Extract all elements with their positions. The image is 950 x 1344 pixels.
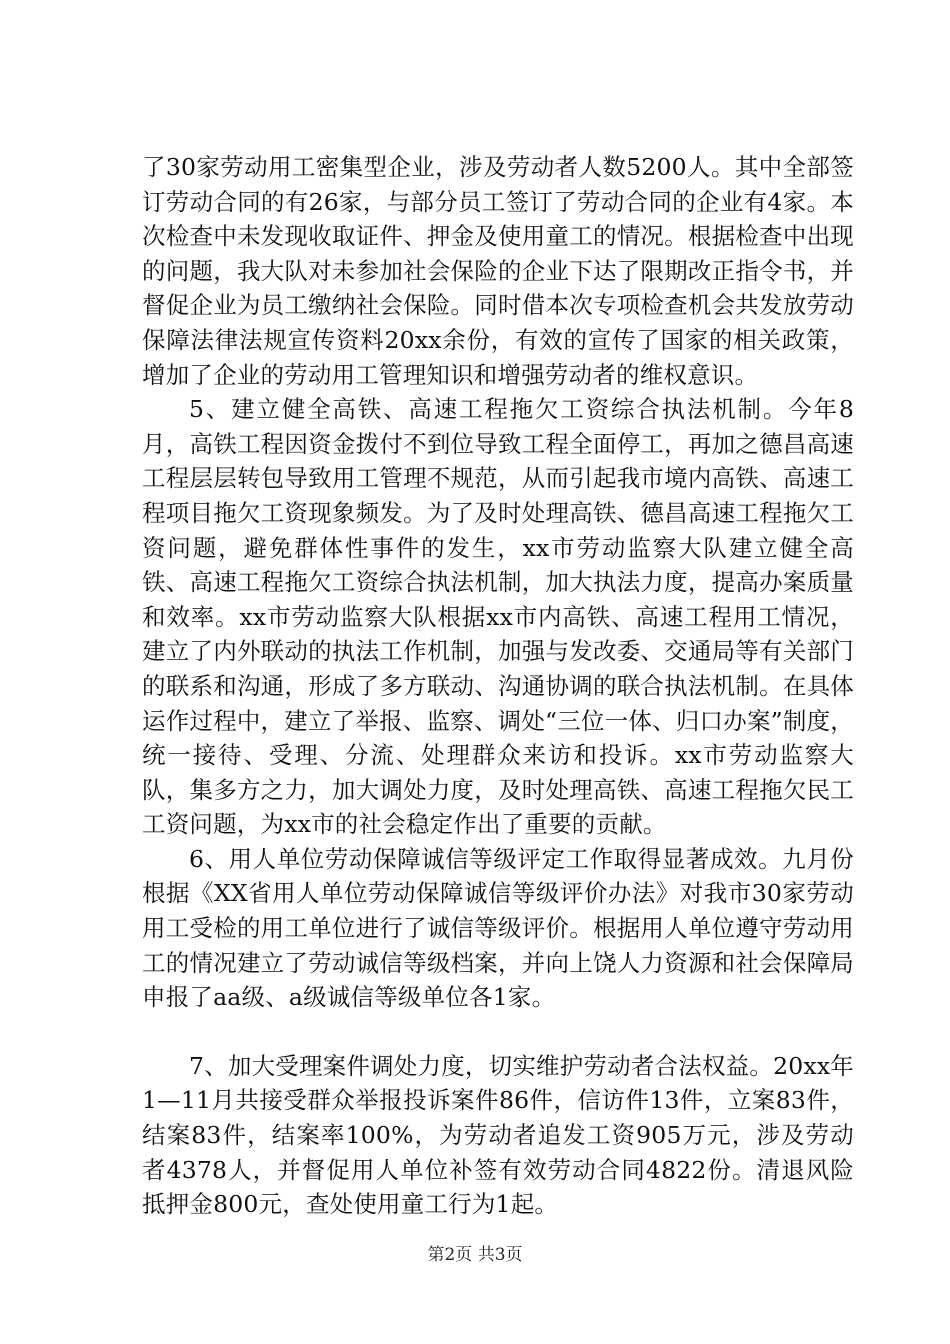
paragraph-item-5: 5、建立健全高铁、高速工程拖欠工资综合执法机制。今年8月，高铁工程因资金拨付不到位导致工程全面停工，再加之德昌高速工程层层转包导致用工管理不规范，从而引起我市境内高铁、高速工程项目拖欠工资现象频发。为了及时处理高铁、德昌高速工程拖欠工资问题，避免群体性事件的发生，xx市劳动监察大队建立健全高铁、高速工程拖欠工资综合执法机制，加大执法力度，提高办案质量和效率。xx市劳动监察大队根据xx市内高铁、高速工程用工情况，建立了内外联动的执法工作机制，加强与发改委、交通局等有关部门的联系和沟通，形成了多方联动、沟通协调的联合执法机制。在具体运作过程中，建立了举报、监察、调处“三位一体、归口办案”制度，统一接待、受理、分流、处理群众来访和投诉。xx市劳动监察大队，集多方之力，加大调处力度，及时处理高铁、高速工程拖欠民工工资问题，为xx市的社会稳定作出了重要的贡献。 xyxy=(142,395,854,839)
paragraph-continuation: 了30家劳动用工密集型企业，涉及劳动者人数5200人。其中全部签订劳动合同的有26家，与部分员工签订了劳动合同的企业有4家。本次检查中未发现收取证件、押金及使用童工的情况。根据检查中出现的问题，我大队对未参加社会保险的企业下达了限期改正指令书，并督促企业为员工缴纳社会保险。同时借本次专项检查机会共发放劳动保障法律法规宣传资料20xx余份，有效的宣传了国家的相关政策，增加了企业的劳动用工管理知识和增强劳动者的维权意识。 xyxy=(142,153,854,389)
document-body xyxy=(142,150,854,1222)
page-footer: 第2页 共3页 xyxy=(427,1245,523,1265)
paragraph-item-7: 7、加大受理案件调处力度，切实维护劳动者合法权益。20xx年1—11月共接受群众举报投诉案件86件，信访件13件，立案83件，结案83件，结案率100%，为劳动者追发工资905万元，涉及劳动者4378人，并督促用人单位补签有效劳动合同4822份。清退风险抵押金800元，查处使用童工行为1起。 xyxy=(142,1051,854,1219)
paragraph-item-6: 6、用人单位劳动保障诚信等级评定工作取得显著成效。九月份根据《XX省用人单位劳动保障诚信等级评价办法》对我市30家劳动用工受检的用工单位进行了诚信等级评价。根据用人单位遵守劳动用工的情况建立了劳动诚信等级档案，并向上饶人力资源和社会保障局申报了aa级、a级诚信等级单位各1家。 xyxy=(142,844,854,1012)
